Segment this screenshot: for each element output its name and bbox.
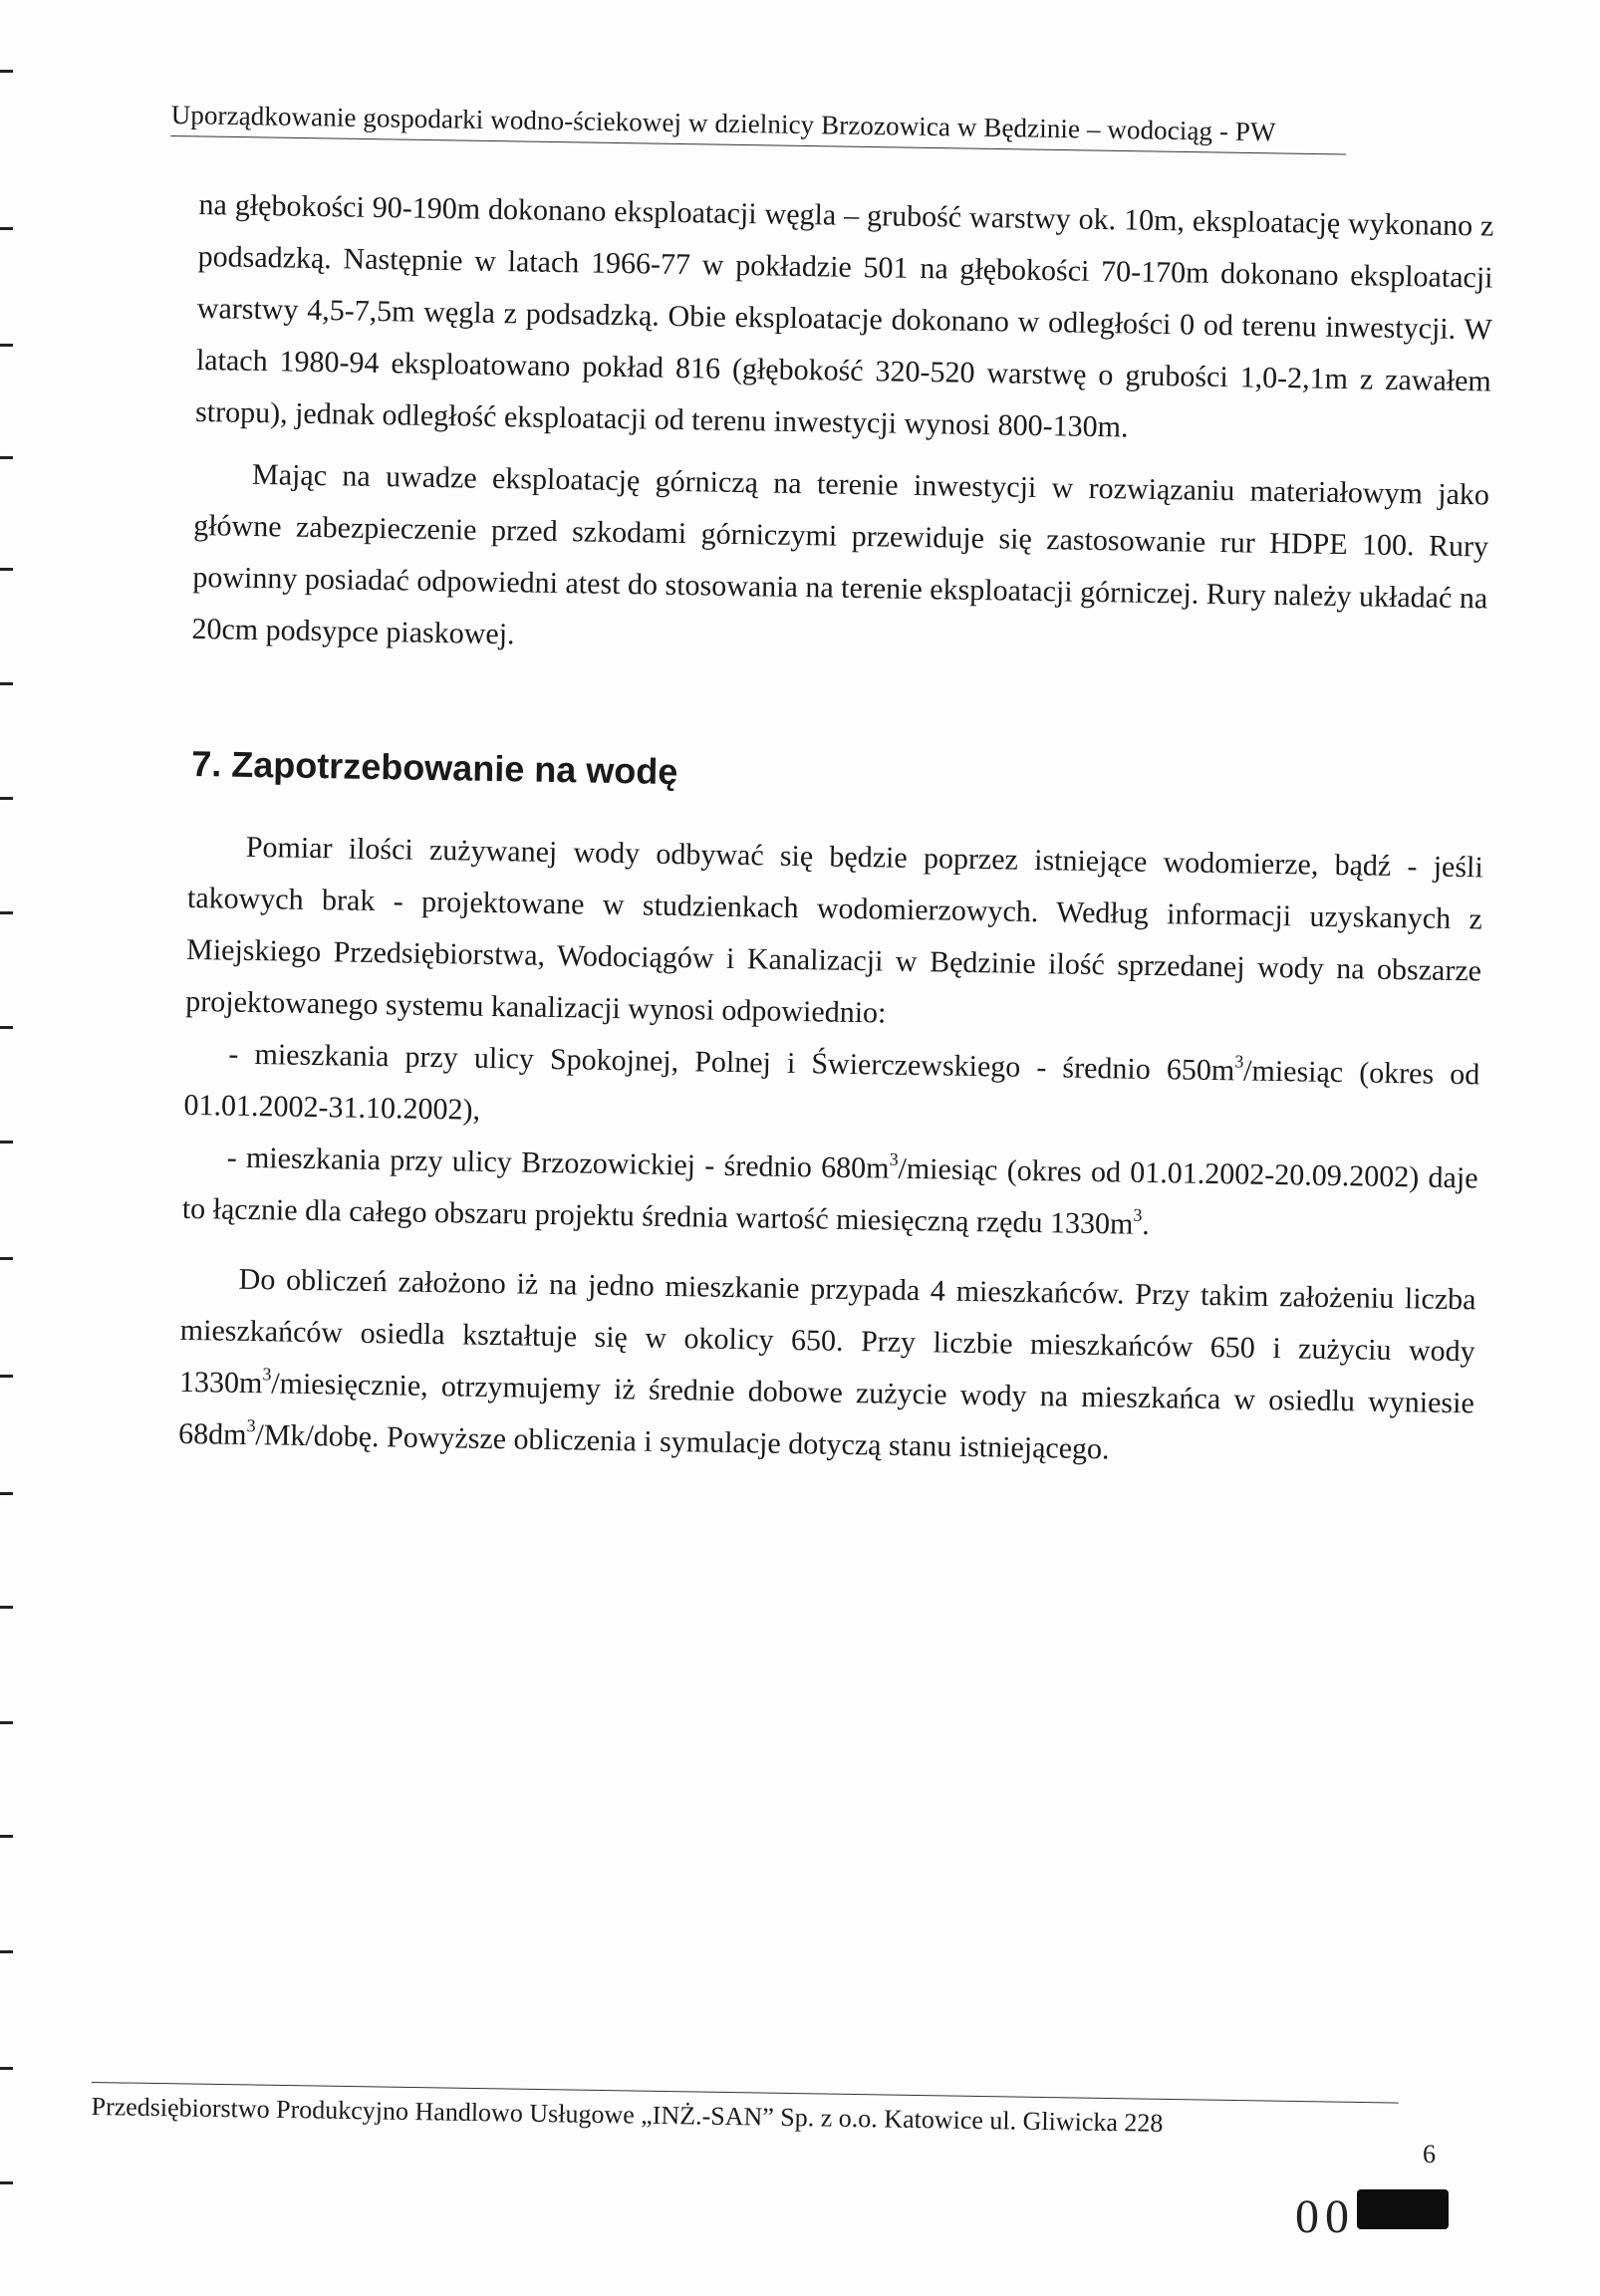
- section-heading: [189, 743, 1485, 807]
- page-number: 6: [1423, 2140, 1436, 2168]
- stamp-number: 00: [1295, 2190, 1355, 2243]
- list-item: - mieszkania przy ulicy Spokojnej, Polnej i Świerczewskiego - średnio $650m^3$/miesiąc (okres od 01.01.2002-31.10.2002),: [183, 1037, 1480, 1127]
- paragraph-water-metering: Pomiar ilości zużywanej wody odbywać się będzie poprzez istniejące wodomierze, bądź - jeśli takowych brak - projektowane w studzienkach wodomierzowych. Według informacji uzyskanych z Miejskiego Przedsiębiorstwa, Wodociągów i Kanalizacji w Będzinie ilość sprzedanej wody na obszarze projektowanego systemu kanalizacji wynosi odpowiednio:: [185, 830, 1483, 1030]
- footer-company: Przedsiębiorstwo Produkcyjno Handlowo Usługowe „INŻ.-SAN” Sp. z o.o. Katowice ul. Gliwicka 228: [91, 2091, 1164, 2138]
- page-stamp: [1295, 2189, 1465, 2249]
- header-title: Uporządkowanie gospodarki wodno-ściekowej w dzielnicy Brzozowica w Będzinie – wodociąg - PW: [170, 100, 1276, 147]
- scan-margin-marks: [0, 0, 20, 2296]
- paragraph-pipe-protection: Mając na uwadze eksploatację górniczą na terenie inwestycji w rozwiązaniu materiałowym jako główne zabezpieczenie przed szkodami górniczymi przewiduje się zastosowanie rur HDPE 100. Rury powinny posiadać odpowiedni atest do stosowania na terenie eksploatacji górniczej. Rury należy układać na 20cm podsypce piaskowej.: [191, 457, 1490, 651]
- page-header: [170, 100, 1347, 178]
- paragraph-mining-history: na głębokości 90-190m dokonano eksploatacji węgla – grubość warstwy ok. 10m, eksploatację wykonano z podsadzką. Następnie w latach 1966-77 w pokładzie 501 na głębokości 70-170m dokonano eksploatacji warstwy 4,5-7,5m węgla z podsadzką. Obie eksploatacje dokonano w odległości 0 od terenu inwestycji. W latach 1980-94 eksploatowano pokład 816 (głębokość 320-520 warstwę o grubości 1,0-2,1m z zawałem stropu), jednak odległość eksploatacji od terenu inwestycji wynosi 800-130m.: [194, 187, 1494, 444]
- section-number: 7.: [190, 742, 222, 785]
- redaction-mark: [1357, 2189, 1449, 2229]
- paragraph-consumption-calculation: Do obliczeń założono iż na jedno mieszkanie przypada 4 mieszkańców. Przy takim założeniu liczba mieszkańców osiedla kształtuje się w okolicy 650. Przy liczbie mieszkańców 650 i zużyciu wody $1330m^3$/miesięcznie, otrzymujemy iż średnie dobowe zużycie wody na mieszkańca w osiedlu wyniesie $68dm^3/Mk$/dobę. Powyższe obliczenia i symulacje dotyczą stanu istniejącego.: [177, 1262, 1476, 1466]
- list-item: - mieszkania przy ulicy Brzozowickiej - średnio $680m^3$/miesiąc (okres od 01.01.2002-20.09.2002) daje to łącznie dla całego obszaru projektu średnia wartość miesięczną rzędu $1330m^3$.: [181, 1141, 1478, 1241]
- section-title: Zapotrzebowanie na wodę: [230, 743, 678, 793]
- page-footer: [91, 2082, 1407, 2138]
- main-content: [178, 179, 1494, 1481]
